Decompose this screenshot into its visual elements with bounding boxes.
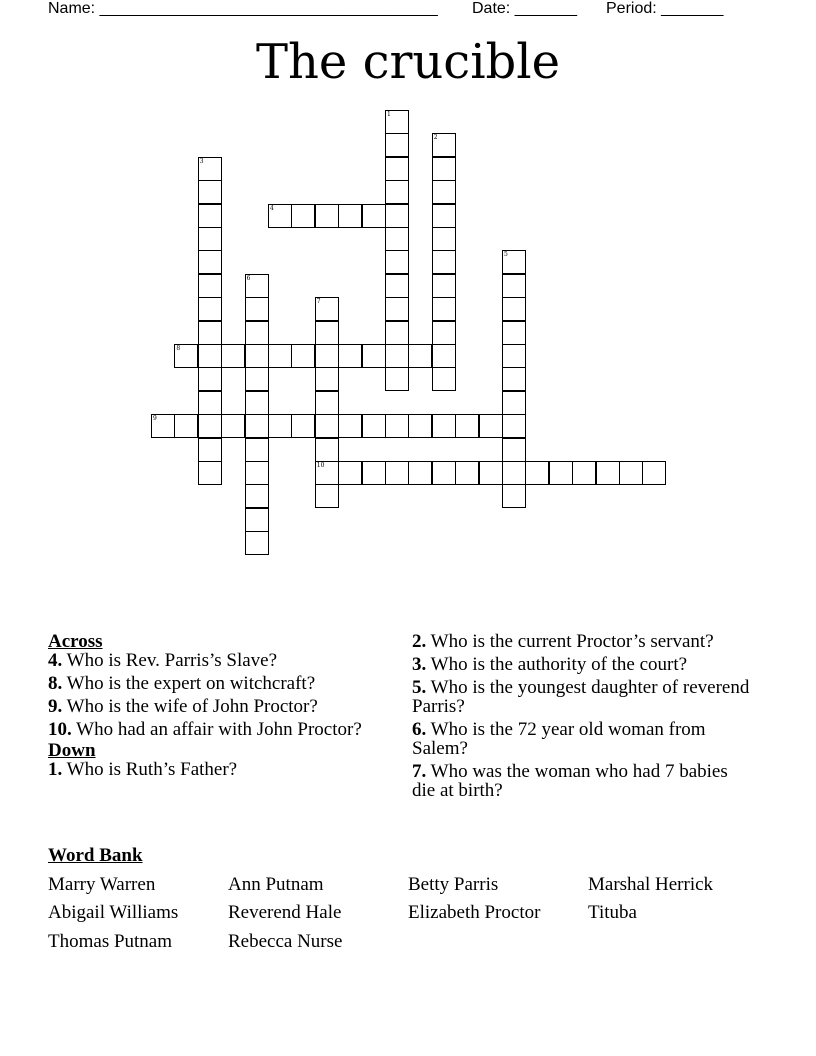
- crossword-cell[interactable]: [385, 461, 409, 485]
- clue-item: [48, 760, 378, 779]
- clue-number-label: 10.: [48, 719, 72, 740]
- crossword-cell[interactable]: [502, 297, 526, 321]
- puzzle-title: The crucible: [255, 34, 561, 90]
- crossword-cell[interactable]: [198, 204, 222, 228]
- clues-right-column: [412, 632, 752, 804]
- crossword-cell[interactable]: [198, 321, 222, 345]
- crossword-cell[interactable]: [245, 344, 269, 368]
- crossword-cell[interactable]: [432, 461, 456, 485]
- crossword-cell[interactable]: [502, 367, 526, 391]
- clue-text: Who was the woman who had 7 babies die at birth?: [412, 761, 728, 801]
- clue-item: [412, 655, 752, 674]
- word-bank-heading: Word Bank: [48, 845, 143, 866]
- crossword-cell[interactable]: [198, 438, 222, 462]
- crossword-cell[interactable]: [198, 344, 222, 368]
- down-clue-list: [48, 760, 378, 779]
- crossword-cell[interactable]: [479, 414, 503, 438]
- clue-number: 5: [504, 251, 508, 259]
- crossword-cell[interactable]: [315, 461, 339, 485]
- word-bank-item: Marry Warren: [48, 874, 156, 895]
- crossword-cell[interactable]: [385, 344, 409, 368]
- crossword-cell[interactable]: [525, 461, 549, 485]
- clue-number: 7: [316, 298, 321, 306]
- clue-text: Who is Ruth’s Father?: [62, 759, 238, 780]
- clue-number-label: 1.: [48, 759, 63, 780]
- across-clue-list: [48, 651, 378, 739]
- clue-number-label: 5.: [412, 677, 427, 698]
- crossword-cell[interactable]: [432, 321, 456, 345]
- crossword-cell[interactable]: [385, 250, 409, 274]
- crossword-cell[interactable]: [385, 367, 409, 391]
- crossword-cell[interactable]: [245, 484, 269, 508]
- crossword-cell[interactable]: [479, 461, 503, 485]
- word-bank-item: Ann Putnam: [228, 874, 324, 895]
- crossword-cell[interactable]: [432, 274, 456, 298]
- crossword-cell[interactable]: [432, 227, 456, 251]
- crossword-cell[interactable]: [151, 414, 175, 438]
- crossword-cell[interactable]: [385, 321, 409, 345]
- crossword-cell[interactable]: [408, 414, 432, 438]
- period-field[interactable]: Period: _______: [606, 0, 724, 17]
- crossword-cell[interactable]: [198, 297, 222, 321]
- crossword-cell[interactable]: [174, 344, 198, 368]
- crossword-cell[interactable]: [502, 438, 526, 462]
- crossword-cell[interactable]: [385, 274, 409, 298]
- clues-left-column: [48, 632, 378, 783]
- crossword-cell[interactable]: [432, 344, 456, 368]
- crossword-cell[interactable]: [408, 344, 432, 368]
- crossword-cell[interactable]: [432, 297, 456, 321]
- word-bank-item: Rebecca Nurse: [228, 931, 343, 952]
- crossword-cell[interactable]: [315, 414, 339, 438]
- crossword-cell[interactable]: [198, 250, 222, 274]
- clue-text: Who is Rev. Parris’s Slave?: [62, 650, 278, 671]
- clue-item: [48, 697, 378, 716]
- clue-number: 8: [176, 345, 181, 352]
- clue-number-label: 8.: [48, 673, 63, 694]
- crossword-cell[interactable]: [268, 204, 292, 228]
- clue-text: Who is the 72 year old woman from Salem?: [412, 719, 706, 759]
- crossword-cell[interactable]: [245, 531, 269, 555]
- crossword-cell[interactable]: [385, 204, 409, 228]
- crossword-cell[interactable]: [362, 414, 386, 438]
- clue-item: [48, 651, 378, 670]
- crossword-cell[interactable]: [502, 414, 526, 438]
- clue-number: 4: [270, 204, 274, 212]
- clue-number-label: 3.: [412, 654, 427, 675]
- crossword-cell[interactable]: [385, 157, 409, 181]
- crossword-cell[interactable]: [198, 414, 222, 438]
- crossword-cell[interactable]: [502, 344, 526, 368]
- crossword-cell[interactable]: [385, 110, 409, 134]
- clue-item: [412, 678, 752, 716]
- crossword-cell[interactable]: [198, 227, 222, 251]
- crossword-cell[interactable]: [198, 274, 222, 298]
- across-heading: Across: [48, 631, 103, 652]
- name-field[interactable]: Name: ______________________________________: [48, 0, 438, 17]
- crossword-cell[interactable]: [291, 204, 315, 228]
- word-bank-item: Tituba: [588, 902, 637, 923]
- crossword-cell[interactable]: [315, 484, 339, 508]
- crossword-cell[interactable]: [362, 461, 386, 485]
- crossword-cell[interactable]: [315, 344, 339, 368]
- clue-item: [412, 720, 752, 758]
- crossword-cell[interactable]: [245, 508, 269, 532]
- crossword-cell[interactable]: [432, 250, 456, 274]
- crossword-cell[interactable]: [198, 180, 222, 204]
- crossword-cell[interactable]: [291, 414, 315, 438]
- crossword-cell[interactable]: [502, 321, 526, 345]
- clue-number-label: 4.: [48, 650, 63, 671]
- clue-item: [48, 674, 378, 693]
- word-bank-item: Elizabeth Proctor: [408, 902, 541, 923]
- crossword-cell[interactable]: [268, 414, 292, 438]
- down-clue-list-continued: [412, 632, 752, 800]
- word-bank-item: Marshal Herrick: [588, 874, 714, 895]
- crossword-cell[interactable]: [642, 461, 666, 485]
- crossword-cell[interactable]: [432, 180, 456, 204]
- clue-number: 9: [153, 415, 157, 423]
- clue-text: Who is the authority of the court?: [426, 654, 688, 675]
- clue-text: Who is the current Proctor’s servant?: [426, 631, 714, 652]
- crossword-cell[interactable]: [338, 414, 362, 438]
- clue-item: [412, 632, 752, 651]
- down-heading: Down: [48, 740, 96, 761]
- clue-item: [48, 720, 378, 739]
- crossword-cell[interactable]: [572, 461, 596, 485]
- crossword-cell[interactable]: [432, 133, 456, 157]
- crossword-cell[interactable]: [245, 321, 269, 345]
- crossword-cell[interactable]: [385, 227, 409, 251]
- crossword-cell[interactable]: [338, 204, 362, 228]
- crossword-cell[interactable]: [549, 461, 573, 485]
- clue-number-label: 7.: [412, 761, 427, 782]
- word-bank-item: Thomas Putnam: [48, 931, 173, 952]
- crossword-cell[interactable]: [245, 297, 269, 321]
- crossword-cell[interactable]: [198, 157, 222, 181]
- crossword-cell[interactable]: [315, 297, 339, 321]
- crossword-cell[interactable]: [619, 461, 643, 485]
- crossword-cell[interactable]: [245, 461, 269, 485]
- crossword-cell[interactable]: [245, 274, 269, 298]
- word-bank-item: Betty Parris: [408, 874, 499, 895]
- crossword-cell[interactable]: [198, 367, 222, 391]
- word-bank-item: Reverend Hale: [228, 902, 342, 923]
- crossword-cell[interactable]: [315, 438, 339, 462]
- crossword-cell[interactable]: [502, 274, 526, 298]
- crossword-cell[interactable]: [221, 344, 245, 368]
- clue-number-label: 9.: [48, 696, 63, 717]
- crossword-cell[interactable]: [245, 438, 269, 462]
- crossword-cell[interactable]: [315, 204, 339, 228]
- crossword-cell[interactable]: [198, 391, 222, 415]
- crossword-cell[interactable]: [455, 461, 479, 485]
- crossword-cell[interactable]: [432, 204, 456, 228]
- clue-number: 3: [199, 157, 204, 165]
- crossword-cell[interactable]: [385, 180, 409, 204]
- crossword-cell[interactable]: [408, 461, 432, 485]
- crossword-cell[interactable]: [245, 391, 269, 415]
- crossword-cell[interactable]: [455, 414, 479, 438]
- crossword-cell[interactable]: [291, 344, 315, 368]
- clue-text: Who had an affair with John Proctor?: [71, 719, 362, 740]
- crossword-cell[interactable]: [268, 344, 292, 368]
- crossword-cell[interactable]: [221, 414, 245, 438]
- crossword-cell[interactable]: [432, 367, 456, 391]
- crossword-cell[interactable]: [198, 461, 222, 485]
- crossword-cell[interactable]: [245, 414, 269, 438]
- crossword-cell[interactable]: [245, 367, 269, 391]
- crossword-cell[interactable]: [315, 391, 339, 415]
- crossword-cell[interactable]: [315, 367, 339, 391]
- crossword-cell[interactable]: [338, 344, 362, 368]
- crossword-cell[interactable]: [502, 250, 526, 274]
- clue-text: Who is the wife of John Proctor?: [62, 696, 318, 717]
- clue-text: Who is the youngest daughter of reverend Parris?: [412, 677, 750, 717]
- crossword-cell[interactable]: [502, 391, 526, 415]
- crossword-cell[interactable]: [338, 461, 362, 485]
- crossword-cell[interactable]: [174, 414, 198, 438]
- crossword-cell[interactable]: [432, 157, 456, 181]
- clue-number-label: 6.: [412, 719, 427, 740]
- crossword-cell[interactable]: [385, 133, 409, 157]
- clue-item: [412, 762, 752, 800]
- clue-number: 2: [433, 134, 438, 142]
- clue-number-label: 2.: [412, 631, 427, 652]
- clue-number: 1: [387, 111, 391, 118]
- crossword-cell[interactable]: [596, 461, 620, 485]
- crossword-cell[interactable]: [432, 414, 456, 438]
- word-bank-item: Abigail Williams: [48, 902, 179, 923]
- clue-number: 10: [316, 462, 325, 469]
- crossword-cell[interactable]: [502, 461, 526, 485]
- crossword-cell[interactable]: [362, 204, 386, 228]
- crossword-cell[interactable]: [362, 344, 386, 368]
- clue-number: 6: [246, 274, 251, 282]
- crossword-cell[interactable]: [385, 297, 409, 321]
- crossword-cell[interactable]: [315, 321, 339, 345]
- crossword-cell[interactable]: [502, 484, 526, 508]
- date-field[interactable]: Date: _______: [472, 0, 577, 17]
- clue-text: Who is the expert on witchcraft?: [62, 673, 316, 694]
- crossword-cell[interactable]: [385, 414, 409, 438]
